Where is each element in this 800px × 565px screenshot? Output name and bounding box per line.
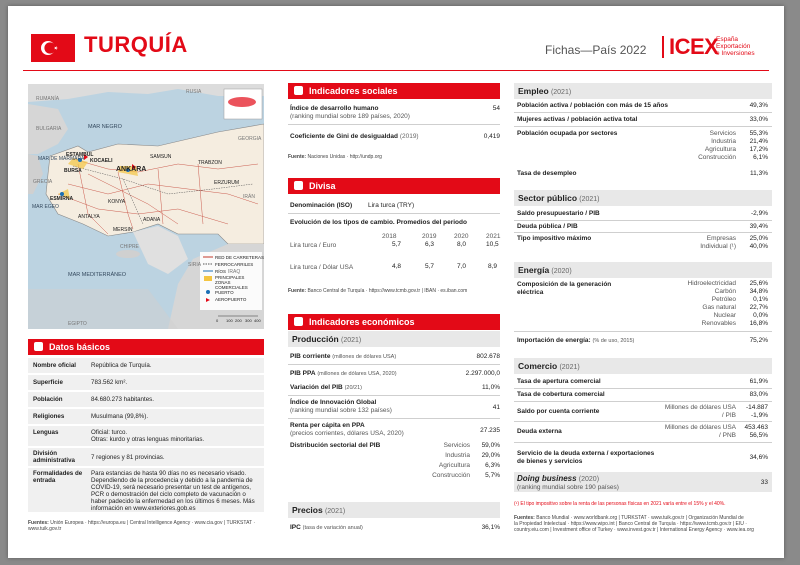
tipo-empresas: Empresas bbox=[706, 235, 736, 242]
idh-sub: (ranking mundial sobre 189 países, 2020) bbox=[290, 113, 410, 120]
cuenta-pib: / PIB bbox=[721, 412, 736, 419]
tipo-label: Tipo impositivo máximo bbox=[517, 235, 592, 242]
row-lenguas: Lenguas Oficial: turco. Otras: kurdo y otras lenguas minoritarias. bbox=[28, 426, 264, 446]
map-city-trabzon: TRABZON bbox=[198, 160, 222, 166]
map-label-bulgaria: BULGARIA bbox=[36, 126, 62, 132]
legend-port: PUERTO bbox=[215, 290, 234, 295]
logo-divider bbox=[662, 36, 664, 58]
info-icon bbox=[34, 342, 43, 351]
import-value: 75,2% bbox=[749, 337, 768, 344]
doing-value: 33 bbox=[760, 479, 768, 486]
ocup-agricultura: Agricultura bbox=[704, 146, 736, 153]
cobertura-label: Tasa de cobertura comercial bbox=[517, 391, 605, 398]
publico-bar: Sector público (2021) bbox=[514, 190, 772, 206]
sectorial-label: Distribución sectorial del PIB bbox=[290, 442, 381, 449]
en-gas: Gas natural bbox=[702, 304, 736, 311]
map-city-bursa: BURSA bbox=[64, 168, 82, 174]
rate-euro-label: Lira turca / Euro bbox=[290, 242, 337, 249]
energia-bar: Energía (2020) bbox=[514, 262, 772, 278]
legend-roads: RED DE CARRETERAS bbox=[215, 255, 264, 260]
servicio-label: Servicio de la deuda externa / exportaciones de bienes y servicios bbox=[517, 450, 655, 465]
map-label-georgia: GEORGIA bbox=[238, 136, 262, 142]
tipo-individual-value: 40,0% bbox=[749, 243, 768, 250]
map-city-esmirna: ESMIRNA bbox=[50, 196, 74, 202]
map-label-iraq: IRAQ bbox=[228, 269, 241, 275]
tipo-individual: Individual (¹) bbox=[700, 243, 736, 250]
ocup-industria-value: 21,4% bbox=[749, 138, 768, 145]
externa-label: Deuda externa bbox=[517, 428, 562, 435]
map-label-rusia: RUSIA bbox=[186, 89, 202, 95]
innov-label: Índice de Innovación Global bbox=[290, 399, 377, 406]
map-label-grecia: GRECIA bbox=[33, 179, 53, 185]
en-renovables: Renovables bbox=[701, 320, 736, 327]
idh-value: 54 bbox=[492, 105, 500, 112]
denominacion-value: Lira turca (TRY) bbox=[368, 202, 415, 209]
divisa-header: Divisa bbox=[288, 178, 500, 194]
desempleo-value: 11,3% bbox=[750, 170, 768, 177]
en-nuclear-value: 0,0% bbox=[753, 312, 768, 319]
externa-pnb: / PNB bbox=[719, 432, 736, 439]
rate-euro-2019: 6,3 bbox=[425, 241, 435, 248]
currency-icon bbox=[294, 181, 303, 190]
scale-200: 200 bbox=[235, 318, 242, 323]
deuda-value: 39,4% bbox=[749, 223, 768, 230]
rate-usd-2018: 4,8 bbox=[392, 263, 402, 270]
ocup-servicios-value: 55,3% bbox=[749, 130, 768, 137]
datos-basicos-sources: Fuentes: Unión Europea · https://europa.eu | Central Intelligence Agency · www.cia.gov | TURKSTAT · www.tuik.gov.tr bbox=[28, 520, 256, 532]
import-label: Importación de energía: (% de uso, 2015) bbox=[517, 337, 635, 344]
sect-servicios-value: 59,0% bbox=[481, 442, 500, 449]
year-2021: 2021 bbox=[486, 233, 501, 240]
ocupada-label: Población ocupada por sectores bbox=[517, 130, 618, 137]
icex-logo: ICEX bbox=[669, 34, 719, 59]
icex-subtitle: España Exportación e Inversiones bbox=[716, 36, 755, 57]
cuenta-usd-value: -14.887 bbox=[745, 404, 768, 411]
map-label-iran: IRÁN bbox=[243, 194, 255, 200]
chart-icon bbox=[294, 317, 303, 326]
economicos-header: Indicadores económicos bbox=[288, 314, 500, 330]
evolucion-label: Evolución de los tipos de cambio. Promedios del periodo bbox=[290, 219, 467, 226]
legend-rivers: RÍOS bbox=[215, 269, 227, 274]
tax-note: (¹) El tipo impositivo sobre la renta de las personas físicas en 2021 varía entre el 15% y el 40%. bbox=[514, 501, 726, 507]
produccion-bar: Producción (2021) bbox=[288, 331, 500, 347]
tipo-empresas-value: 25,0% bbox=[749, 235, 768, 242]
legend-commercial-zones: PRINCIPALES ZONAS COMERCIALES bbox=[215, 275, 248, 290]
map-city-ankara: ANKARA bbox=[116, 166, 147, 173]
saldo-label: Saldo presupuestario / PIB bbox=[517, 210, 600, 217]
map-label-mar-negro: MAR NEGRO bbox=[88, 124, 122, 130]
map-label-marmara: MAR DE MÁRMARA bbox=[38, 156, 85, 162]
renta-value: 27.235 bbox=[480, 427, 500, 434]
scale-0: 0 bbox=[216, 318, 219, 323]
gini-label: Coeficiente de Gini de desigualdad (2019) bbox=[290, 133, 419, 140]
map-label-siria: SIRIA bbox=[188, 262, 202, 268]
ocup-agricultura-value: 17,2% bbox=[749, 146, 768, 153]
doing-label: Doing business (2020) bbox=[517, 474, 600, 483]
sect-agricultura-value: 6,3% bbox=[485, 462, 500, 469]
renta-sub: (precios corrientes, dólares USA, 2020) bbox=[290, 430, 404, 437]
cobertura-value: 83,0% bbox=[749, 391, 768, 398]
externa-usd-value: 453.463 bbox=[744, 424, 768, 431]
map-city-konya: KONYA bbox=[108, 199, 126, 205]
sect-industria: Industria bbox=[445, 452, 470, 459]
activa-label: Población activa / población con más de 15 años bbox=[517, 102, 668, 109]
servicio-value: 34,6% bbox=[749, 454, 768, 461]
sociales-header: Indicadores sociales bbox=[288, 83, 500, 99]
rate-usd-2021: 8,9 bbox=[488, 263, 498, 270]
ocup-construccion-value: 6,1% bbox=[753, 154, 768, 161]
header-rule bbox=[23, 70, 769, 71]
row-religiones: Religiones Musulmana (99,8%). bbox=[28, 409, 264, 424]
renta-label: Renta per cápita en PPA bbox=[290, 422, 365, 429]
sect-industria-value: 29,0% bbox=[481, 452, 500, 459]
turkey-flag-icon bbox=[31, 34, 75, 62]
en-carbon-value: 34,8% bbox=[749, 288, 768, 295]
en-petroleo-value: 0,1% bbox=[753, 296, 768, 303]
mujeres-label: Mujeres activas / población activa total bbox=[517, 116, 638, 123]
externa-pnb-value: 56,5% bbox=[749, 432, 768, 439]
row-poblacion: Población 84.680.273 habitantes. bbox=[28, 392, 264, 407]
comercio-bar: Comercio (2021) bbox=[514, 358, 772, 374]
ipc-label: IPC (tasa de variación anual) bbox=[290, 524, 363, 531]
doing-sub: (ranking mundial sobre 190 países) bbox=[517, 484, 619, 491]
people-icon bbox=[294, 86, 303, 95]
cuenta-label: Saldo por cuenta corriente bbox=[517, 408, 600, 415]
map-label-rumania: RUMANÍA bbox=[36, 96, 60, 102]
gini-value: 0,419 bbox=[483, 133, 500, 140]
apertura-value: 61,9% bbox=[749, 378, 768, 385]
sect-servicios: Servicios bbox=[443, 442, 470, 449]
map-city-adana: ADANA bbox=[143, 217, 161, 223]
right-sources: Fuentes: Banco Mundial · www.worldbank.org | TURKSTAT · www.tuik.gov.tr | Organización Mundial de la Propiedad Intelectual · https://www.wipo.int | Banco Central de Turquía · https://www.tcmb.gov.tr | EIU · country.eiu.com | Investment office of Turkey · www.invest.gov.tr | International Energy Agency · www.iea.org bbox=[514, 515, 754, 533]
divisa-source: Fuente: Banco Central de Turquía · https://www.tcmb.gov.tr | IBAN · es.iban.com bbox=[288, 288, 468, 294]
year-2020: 2020 bbox=[454, 233, 469, 240]
ocup-industria: Industria bbox=[711, 138, 736, 145]
year-2019: 2019 bbox=[422, 233, 437, 240]
empleo-bar: Empleo (2021) bbox=[514, 83, 772, 99]
ocup-construccion: Construcción bbox=[698, 154, 736, 161]
map-city-samsun: SAMSUN bbox=[150, 154, 172, 160]
saldo-value: -2,9% bbox=[751, 210, 768, 217]
datos-basicos-header: Datos básicos bbox=[28, 339, 264, 355]
row-nombre-oficial: Nombre oficial República de Turquía. bbox=[28, 358, 264, 373]
sect-agricultura: Agricultura bbox=[438, 462, 470, 469]
denominacion-label: Denominación (ISO) bbox=[290, 202, 353, 209]
mujeres-value: 33,0% bbox=[749, 116, 768, 123]
desempleo-label: Tasa de desempleo bbox=[517, 170, 577, 177]
en-hidro: Hidroelectricidad bbox=[687, 280, 736, 287]
cuenta-usd: Millones de dólares USA bbox=[664, 404, 736, 411]
en-nuclear: Nuclear bbox=[713, 312, 736, 319]
sect-construccion-value: 5,7% bbox=[485, 472, 500, 479]
rate-euro-2018: 5,7 bbox=[392, 241, 402, 248]
rate-usd-label: Lira turca / Dólar USA bbox=[290, 264, 354, 271]
rate-euro-2020: 8,0 bbox=[457, 241, 467, 248]
en-carbon: Carbón bbox=[714, 288, 736, 295]
pibppa-value: 2.297.000,0 bbox=[465, 370, 500, 377]
ocup-servicios: Servicios bbox=[709, 130, 736, 137]
pib-value: 802.678 bbox=[476, 353, 500, 360]
sect-construccion: Construcción bbox=[432, 472, 470, 479]
innov-value: 41 bbox=[492, 404, 500, 411]
row-formalidades: Formalidades de entrada Para estancias de hasta 90 días no es necesario visado. Dependiendo de la procedencia y debido a la pandemia de COVID-19, será necesario presentar un test de antígenos, PCR o demostración del ciclo completo de vacunación o haber padecido la enfermedad en los últimos 6 meses. Más información en www.exteriores.gob.es bbox=[28, 468, 264, 512]
innov-sub: (ranking mundial sobre 132 países) bbox=[290, 407, 392, 414]
en-gas-value: 22,7% bbox=[749, 304, 768, 311]
scale-100: 100 bbox=[226, 318, 233, 323]
map-city-mersin: MERSIN bbox=[113, 227, 133, 233]
year-2018: 2018 bbox=[382, 233, 397, 240]
country-title: TURQUÍA bbox=[84, 32, 188, 57]
var-label: Variación del PIB (20/21) bbox=[290, 384, 362, 391]
pibppa-label: PIB PPA (millones de dólares USA, 2020) bbox=[290, 370, 397, 377]
row-superficie: Superficie 783.562 km². bbox=[28, 375, 264, 390]
cuenta-pib-value: -1,9% bbox=[751, 412, 768, 419]
legend-airport: AEROPUERTO bbox=[215, 297, 247, 302]
activa-value: 49,3% bbox=[749, 102, 768, 109]
turkey-map bbox=[28, 84, 264, 329]
comp-label: Composición de la generación eléctrica bbox=[517, 281, 612, 296]
map-label-egeo: MAR EGEO bbox=[32, 204, 59, 210]
idh-label: Índice de desarrollo humano bbox=[290, 105, 379, 112]
fichas-label: Fichas—País 2022 bbox=[545, 43, 647, 57]
map-city-antalya: ANTALYA bbox=[78, 214, 100, 220]
var-value: 11,0% bbox=[482, 384, 500, 391]
sociales-source: Fuente: Naciones Unidas · http://undp.org bbox=[288, 154, 382, 160]
map-city-erzurum: ERZURUM bbox=[214, 180, 239, 186]
deuda-label: Deuda pública / PIB bbox=[517, 223, 578, 230]
ipc-value: 36,1% bbox=[481, 524, 500, 531]
map-label-egipto: EGIPTO bbox=[68, 321, 87, 327]
pib-label: PIB corriente (millones de dólares USA) bbox=[290, 353, 397, 360]
apertura-label: Tasa de apertura comercial bbox=[517, 378, 601, 385]
externa-usd: Millones de dólares USA bbox=[664, 424, 736, 431]
row-division: División administrativa 7 regiones y 81 provincias. bbox=[28, 448, 264, 466]
en-renovables-value: 16,8% bbox=[749, 320, 768, 327]
legend-railways: FERROCARRILES bbox=[215, 262, 254, 267]
map-city-kocaeli: KOCAELI bbox=[90, 158, 113, 164]
scale-400: 400 bbox=[254, 318, 261, 323]
rate-euro-2021: 10,5 bbox=[486, 241, 499, 248]
precios-bar: Precios (2021) bbox=[288, 502, 500, 518]
map-label-chipre: CHIPRE bbox=[120, 244, 139, 250]
scale-300: 300 bbox=[245, 318, 252, 323]
rate-usd-2020: 7,0 bbox=[457, 263, 467, 270]
rate-usd-2019: 5,7 bbox=[425, 263, 435, 270]
en-hidro-value: 25,6% bbox=[749, 280, 768, 287]
en-petroleo: Petróleo bbox=[711, 296, 736, 303]
map-label-mediterraneo: MAR MEDITERRÁNEO bbox=[68, 272, 127, 278]
map-city-estambul: ESTAMBUL bbox=[66, 152, 94, 158]
